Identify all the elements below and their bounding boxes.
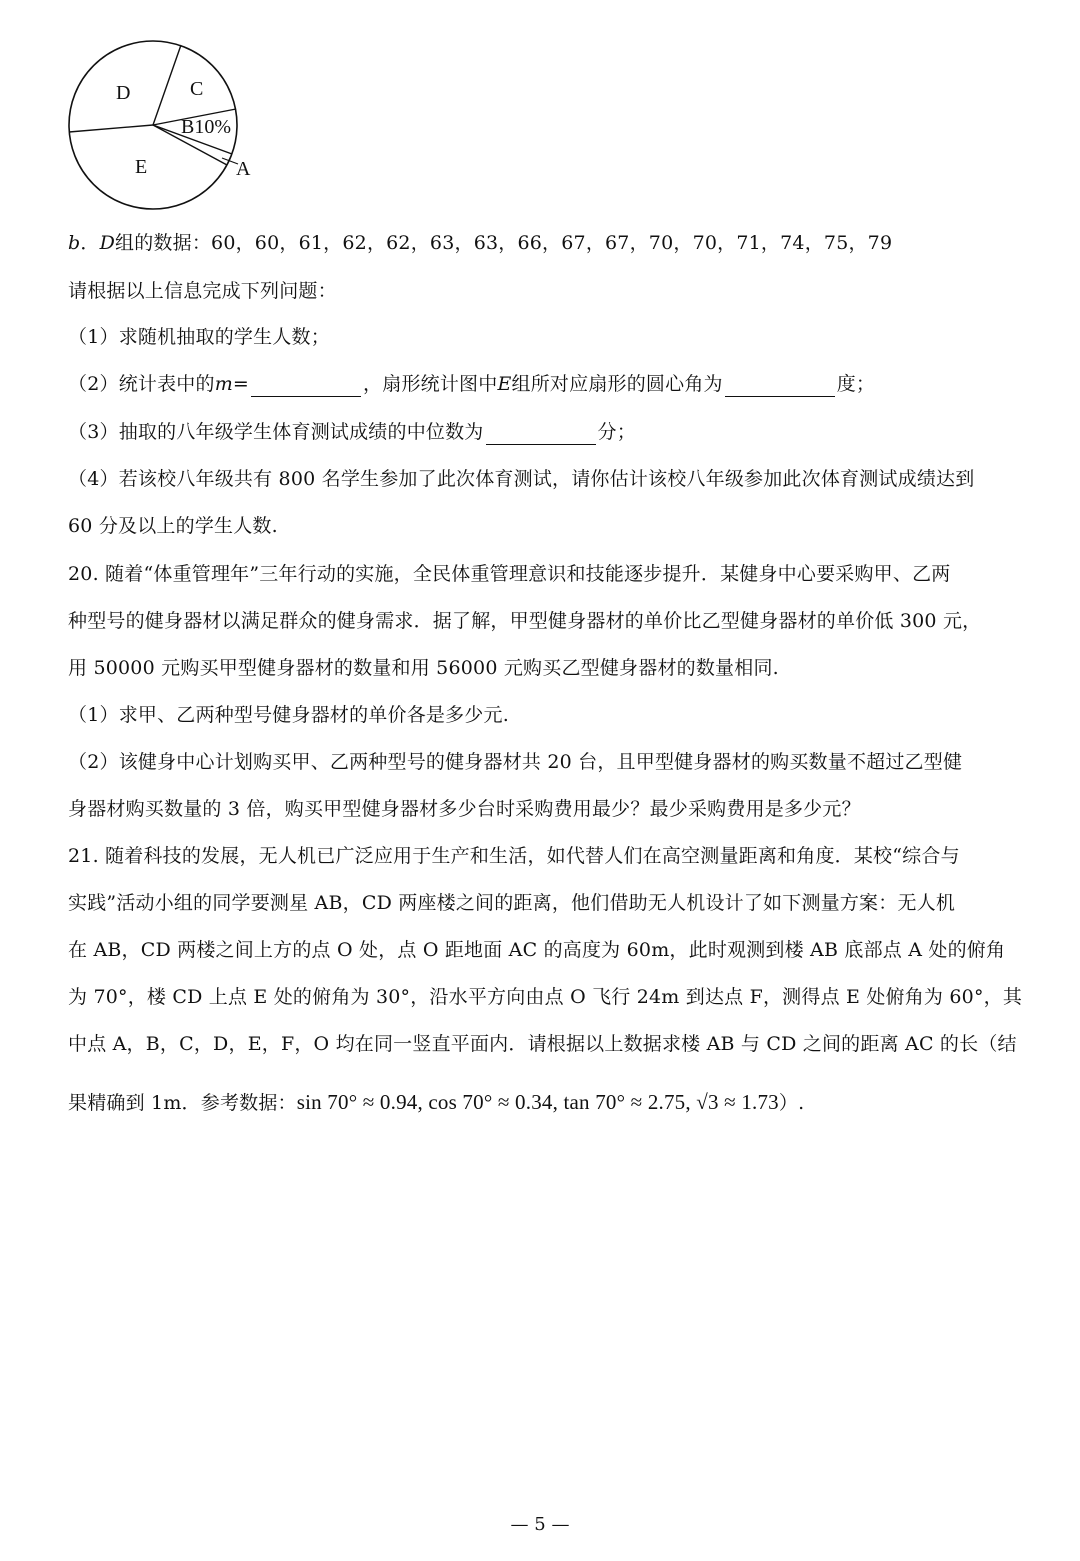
q20-line3: 用 50000 元购买甲型健身器材的数量和用 56000 元购买乙型健身器材的数量相同.: [68, 657, 779, 679]
answer-blank-angle: [725, 376, 835, 397]
q21-line5: 中点 A，B，C，D，E，F，O 均在同一竖直平面内．请根据以上数据求楼 AB 与 CD 之间的距离 AC 的长（结: [68, 1033, 1017, 1055]
q20-part2-line2: 身器材购买数量的 3 倍，购买甲型健身器材多少台时采购费用最少？最少采购费用是多少元？: [68, 798, 861, 820]
reference-formula: sin 70° ≈ 0.94, cos 70° ≈ 0.34, tan 70° ≈ 2.75, √3 ≈ 1.73: [296, 1090, 779, 1114]
q20-line2: 种型号的健身器材以满足群众的健身需求．据了解，甲型健身器材的单价比乙型健身器材的单价低 300 元，: [68, 610, 982, 632]
q21-line6: [68, 1089, 1052, 1116]
pie-chart: [60, 36, 260, 211]
pie-divider-c-d: [153, 45, 181, 125]
pie-label-a: A: [236, 158, 251, 180]
q19-part2-d: 度；: [836, 373, 876, 395]
q21-line6-a: 果精确到 1m．参考数据：: [68, 1092, 297, 1114]
q19-part2-b: ，扇形统计图中: [363, 373, 498, 395]
q19-part2-eq: =: [232, 373, 250, 395]
q19-part2-e: E: [497, 373, 512, 395]
q19-b-group: D: [99, 232, 116, 254]
q19-b-values: 60，60，61，62，62，63，63，66，67，67，70，70，71，74，75，79: [211, 232, 893, 254]
page-number: — 5 —: [510, 1514, 570, 1535]
pie-label-c: C: [190, 78, 204, 100]
pie-label-b: B10%: [181, 116, 231, 138]
q19-b-data-line: b．D组的数据：60，60，61，62，62，63，63，66，67，67，70，70，71，74，75，79: [68, 232, 893, 254]
q21-line3: 在 AB，CD 两楼之间上方的点 O 处，点 O 距地面 AC 的高度为 60m，此时观测到楼 AB 底部点 A 处的俯角: [68, 939, 1006, 961]
q20-line1: 20. 随着“体重管理年”三年行动的实施，全民体重管理意识和技能逐步提升．某健身中心要采购甲、乙两: [68, 563, 951, 585]
q19-b-prefix: b: [68, 232, 81, 254]
q19-part4-line1: （4）若该校八年级共有 800 名学生参加了此次体育测试，请你估计该校八年级参加此次体育测试成绩达到: [68, 468, 975, 490]
pie-label-d: D: [116, 82, 131, 104]
q19-part2-var: m: [214, 373, 233, 395]
q19-part3-a: （3）抽取的八年级学生体育测试成绩的中位数为: [68, 421, 484, 443]
pie-label-e: E: [135, 156, 148, 178]
q21-line4: 为 70°，楼 CD 上点 E 处的俯角为 30°，沿水平方向由点 O 飞行 24m 到达点 F，测得点 E 处俯角为 60°，其: [68, 986, 1023, 1008]
q21-line1: 21. 随着科技的发展，无人机已广泛应用于生产和生活，如代替人们在高空测量距离和角度．某校“综合与: [68, 845, 960, 867]
q20-part2-line1: （2）该健身中心计划购买甲、乙两种型号的健身器材共 20 台，且甲型健身器材的购买数量不超过乙型健: [68, 751, 963, 773]
q19-part1: （1）求随机抽取的学生人数；: [68, 326, 330, 348]
q19-part2-a: （2）统计表中的: [68, 373, 215, 395]
pie-divider-d-e: [69, 125, 153, 132]
q19-part3-b: 分；: [597, 421, 636, 443]
answer-blank-m: [251, 376, 361, 397]
q19-part4-line2: 60 分及以上的学生人数.: [68, 515, 278, 537]
q21-line2: 实践”活动小组的同学要测星 AB，CD 两座楼之间的距离，他们借助无人机设计了如下测量方案：无人机: [68, 892, 956, 914]
q20-part1: （1）求甲、乙两种型号健身器材的单价各是多少元.: [68, 704, 509, 726]
q19-part2: [68, 371, 1052, 397]
q19-part2-c: 组所对应扇形的圆心角为: [511, 373, 723, 395]
q19-part3: [68, 419, 1052, 445]
q19-b-label: 组的数据：: [115, 232, 212, 254]
answer-blank-median: [486, 424, 596, 445]
q19-instruction: 请根据以上信息完成下列问题：: [68, 280, 337, 302]
q21-line6-b: ）.: [778, 1092, 805, 1114]
